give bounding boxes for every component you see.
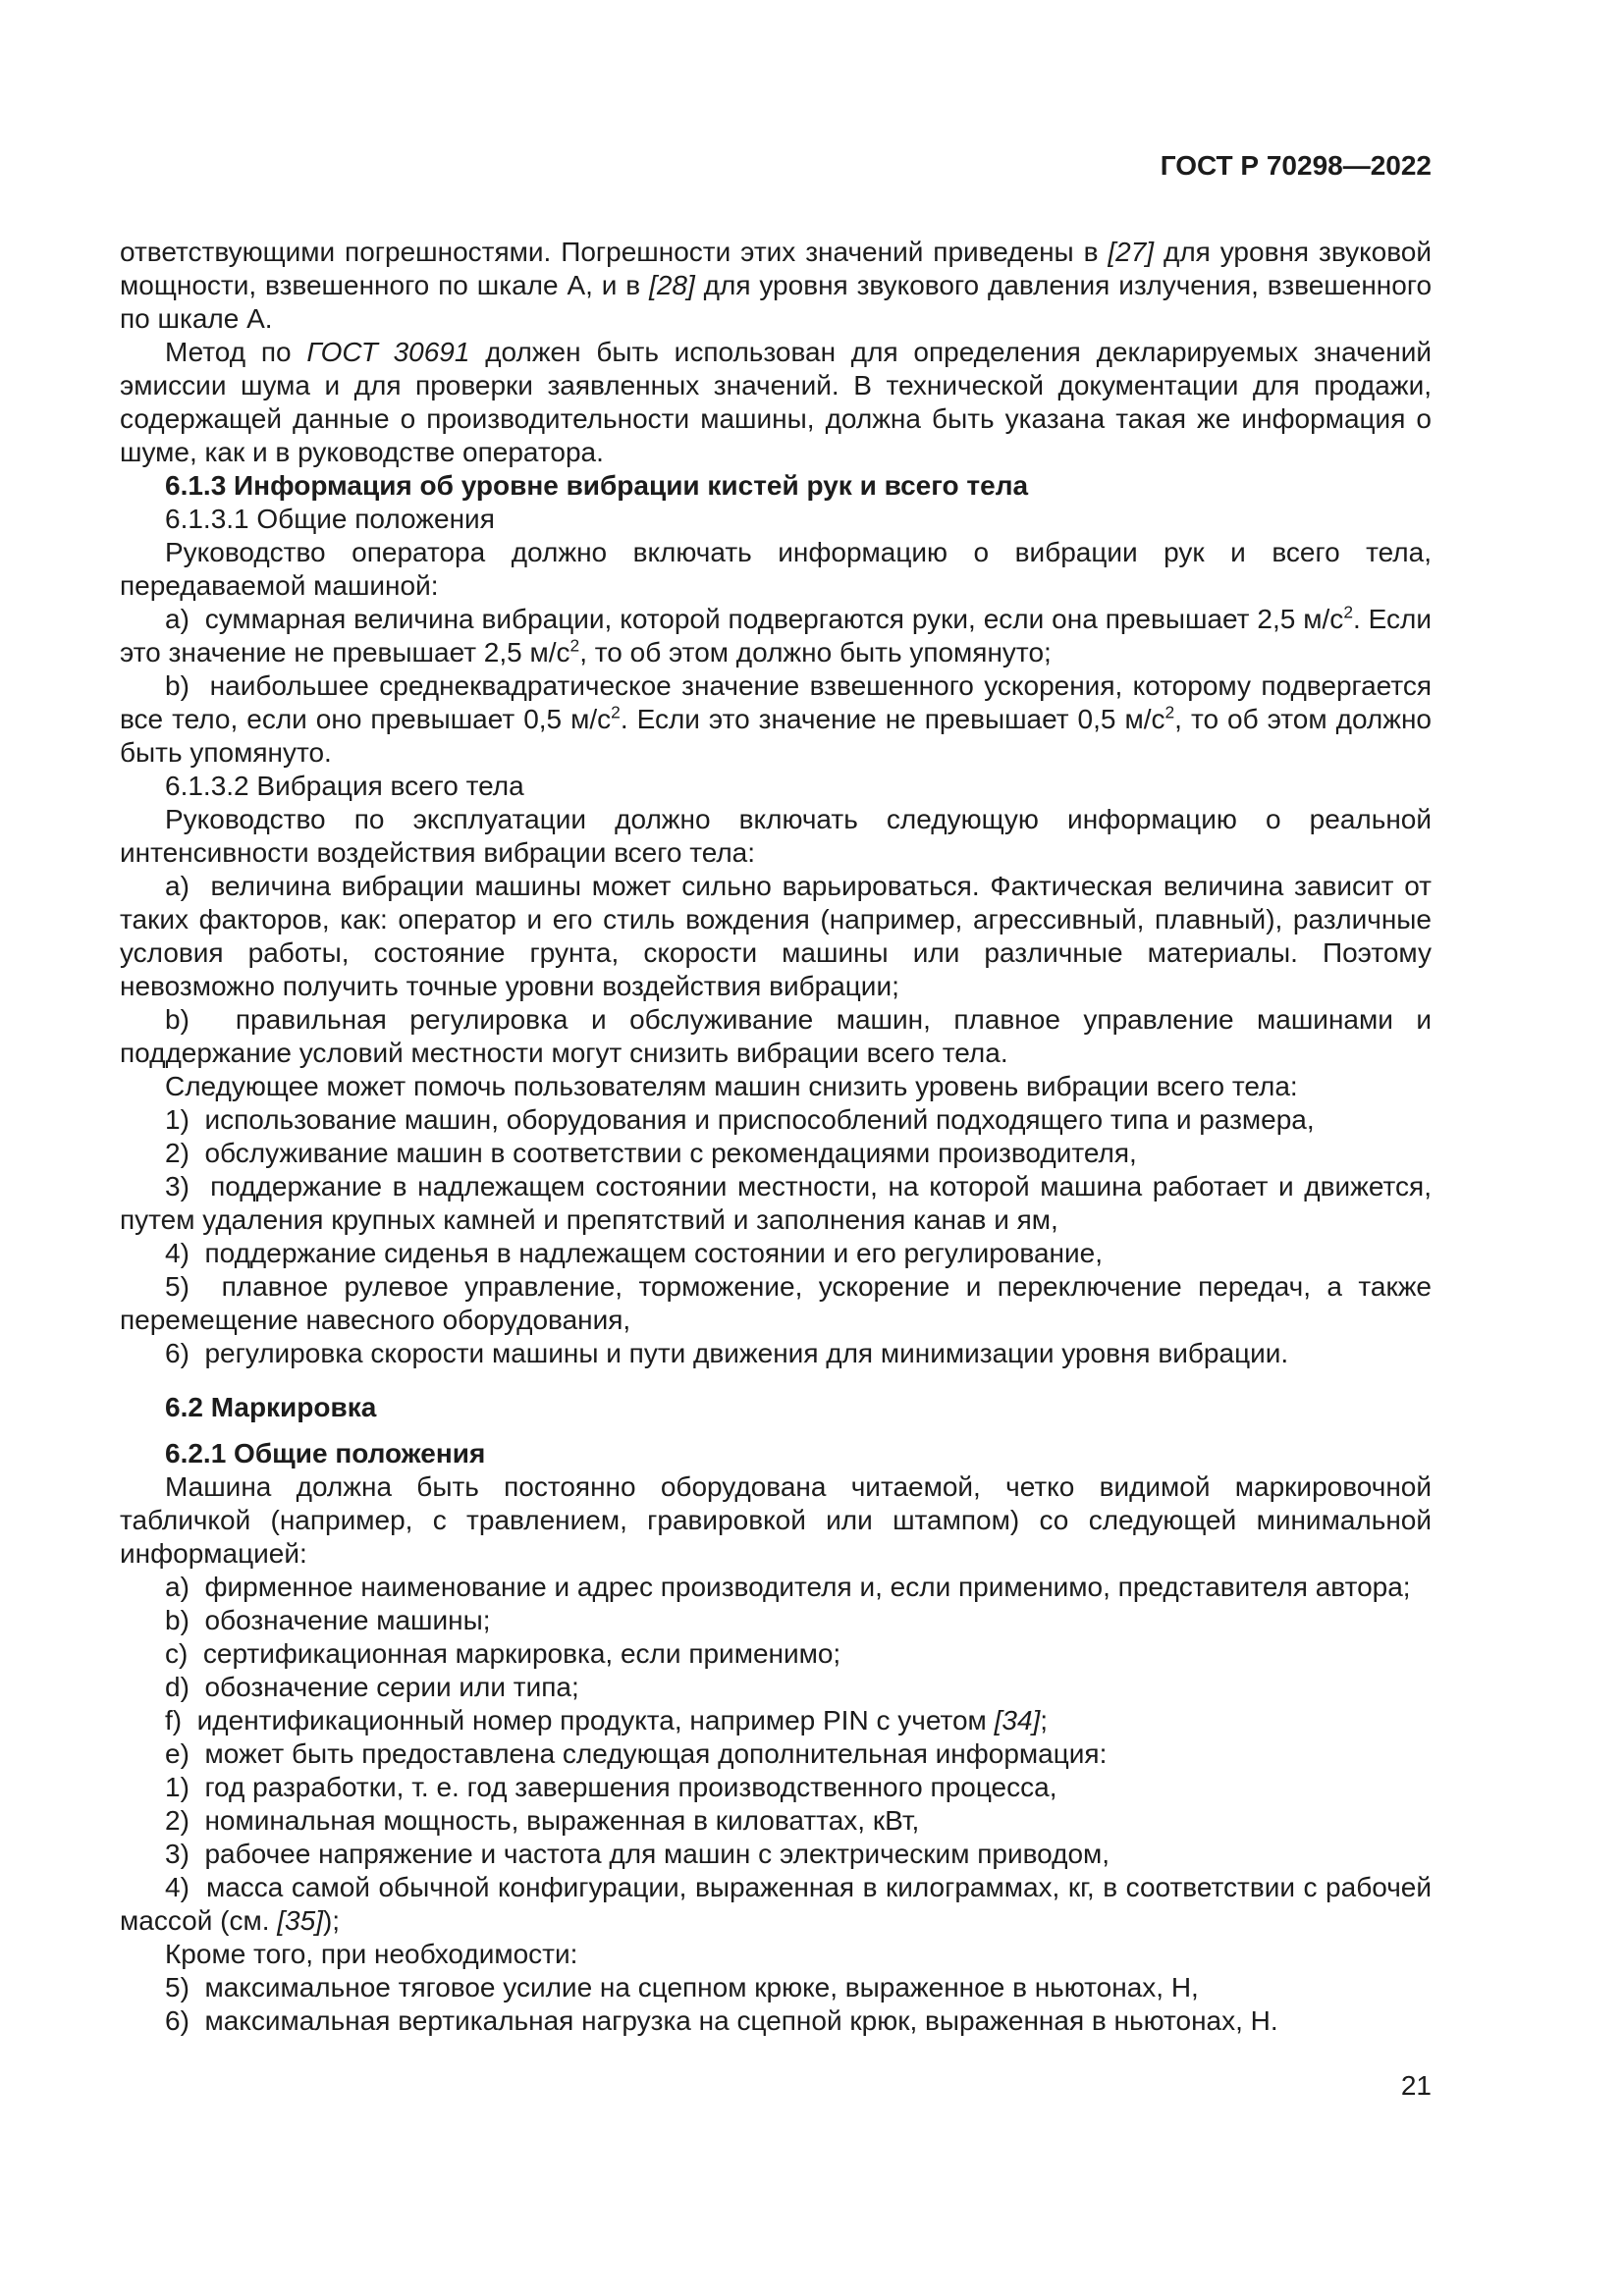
paragraph: 5) плавное рулевое управление, торможение, ускорение и переключение передач, а также перемещение навесного оборудования,: [120, 1271, 1432, 1335]
paragraph: 4) масса самой обычной конфигурации, выраженная в килограммах, кг, в соответствии с рабочей массой (см. [35]);: [120, 1872, 1432, 1936]
paragraph: d) обозначение серии или типа;: [165, 1672, 579, 1702]
paragraph: Следующее может помочь пользователям машин снизить уровень вибрации всего тела:: [165, 1071, 1298, 1101]
paragraph: b) правильная регулировка и обслуживание машин, плавное управление машинами и поддержание условий местности могут снизить вибрации всего тела.: [120, 1004, 1432, 1068]
paragraph: Руководство по эксплуатации должно включать следующую информацию о реальной интенсивности воздействия вибрации всего тела:: [120, 804, 1432, 868]
standard-number: ГОСТ Р 70298—2022: [1160, 150, 1432, 181]
page-number: 21: [1400, 2070, 1432, 2101]
paragraph: 6.1.3.2 Вибрация всего тела: [165, 771, 524, 801]
paragraph: 4) поддержание сиденья в надлежащем состоянии и его регулирование,: [165, 1238, 1103, 1268]
document-body: [120, 236, 1432, 2038]
paragraph: 6) максимальная вертикальная нагрузка на сцепной крюк, выраженная в ньютонах, Н.: [165, 2005, 1278, 2036]
paragraph: ответствующими погрешностями. Погрешности этих значений приведены в [27] для уровня звуковой мощности, взвешенного по шкале А, и в [28] для уровня звукового давления излучения, взвешенного по шкале А.: [120, 237, 1433, 334]
paragraph: 2) обслуживание машин в соответствии с рекомендациями производителя,: [165, 1138, 1137, 1168]
paragraph: e) может быть предоставлена следующая дополнительная информация:: [165, 1738, 1108, 1769]
paragraph: b) наибольшее среднеквадратическое значение взвешенного ускорения, которому подвергается все тело, если оно превышает 0,5 $м/с^2$. Если это значение не превышает 0,5 $м/с^2$, то об этом должно быть упомянуто.: [120, 670, 1433, 768]
paragraph: a) величина вибрации машины может сильно варьироваться. Фактическая величина зависит от таких факторов, как: оператор и его стиль вождения (например, агрессивный, плавный), различные условия работы, состояние грунта, скорости машины или различные материалы. Поэтому невозможно получить точные уровни воздействия вибрации;: [120, 871, 1432, 1001]
paragraph: 1) использование машин, оборудования и приспособлений подходящего типа и размера,: [165, 1104, 1315, 1135]
section-heading: 6.2.1 Общие положения: [165, 1438, 486, 1468]
paragraph: f) идентификационный номер продукта, например PIN с учетом [34];: [165, 1705, 1049, 1735]
paragraph: Машина должна быть постоянно оборудована читаемой, четко видимой маркировочной табличкой (например, с травлением, гравировкой или штампом) со следующей минимальной информацией:: [120, 1471, 1432, 1569]
paragraph: 1) год разработки, т. е. год завершения производственного процесса,: [165, 1772, 1057, 1802]
page-footer: [120, 2069, 1432, 2103]
paragraph: a) суммарная величина вибрации, которой подвергаются руки, если она превышает 2,5 $м/с^2$. Если это значение не превышает 2,5 $м/с^2$, то об этом должно быть упомянуто;: [120, 602, 1433, 667]
running-header: [120, 149, 1432, 183]
paragraph: Метод по ГОСТ 30691 должен быть использован для определения декларируемых значений эмиссии шума и для проверки заявленных значений. В технической документации для продажи, содержащей данные о производительности машины, должна быть указана такая же информация о шуме, как и в руководстве оператора.: [120, 337, 1432, 467]
paragraph: 3) рабочее напряжение и частота для машин с электрическим приводом,: [165, 1839, 1110, 1869]
paragraph: c) сертификационная маркировка, если применимо;: [165, 1638, 841, 1669]
paragraph: Кроме того, при необходимости:: [165, 1939, 578, 1969]
paragraph: b) обозначение машины;: [165, 1605, 491, 1635]
paragraph: 3) поддержание в надлежащем состоянии местности, на которой машина работает и движется, путем удаления крупных камней и препятствий и заполнения канав и ям,: [120, 1171, 1432, 1235]
paragraph: 5) максимальное тяговое усилие на сцепном крюке, выраженное в ньютонах, Н,: [165, 1972, 1199, 2002]
section-heading: 6.2 Маркировка: [165, 1392, 377, 1422]
paragraph: a) фирменное наименование и адрес производителя и, если применимо, представителя автора;: [165, 1572, 1411, 1602]
paragraph: Руководство оператора должно включать информацию о вибрации рук и всего тела, передаваемой машиной:: [120, 537, 1432, 601]
paragraph: 6) регулировка скорости машины и пути движения для минимизации уровня вибрации.: [165, 1338, 1289, 1368]
paragraph: 6.1.3.1 Общие положения: [165, 504, 495, 534]
section-heading: 6.1.3 Информация об уровне вибрации кистей рук и всего тела: [165, 470, 1029, 501]
paragraph: 2) номинальная мощность, выраженная в киловаттах, кВт,: [165, 1805, 920, 1836]
